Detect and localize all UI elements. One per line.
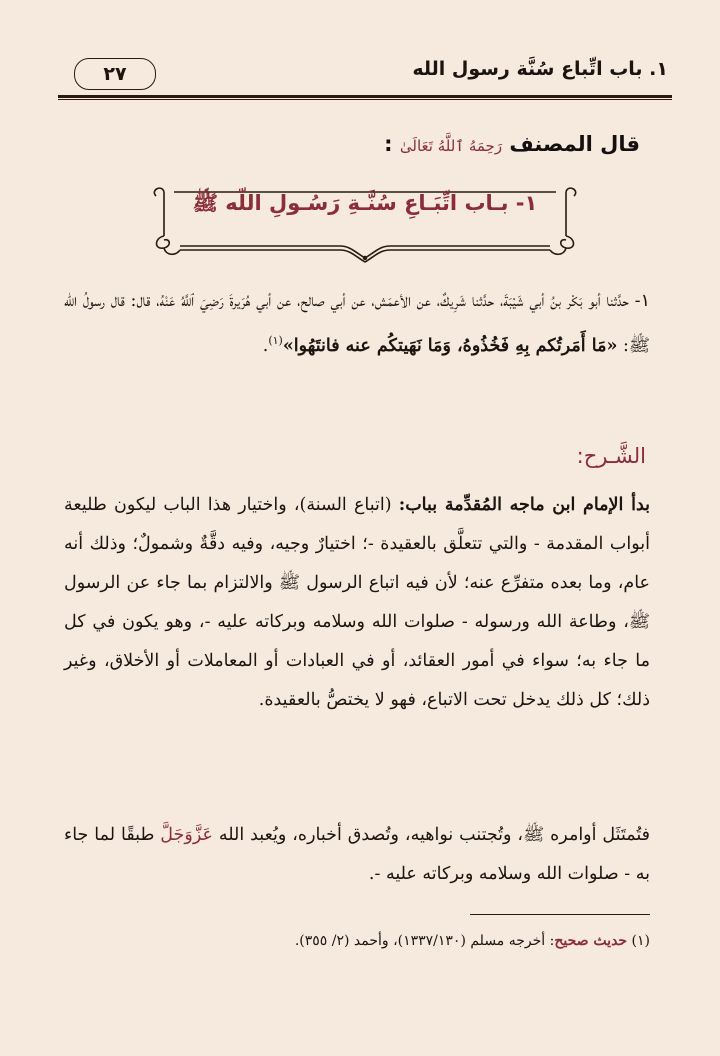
footnote-reference: (١)	[268, 334, 283, 347]
author-heading-text: قال المصنف	[509, 132, 640, 156]
sharh-lead: بدأ الإمام ابن ماجه المُقدِّمة بباب:	[398, 495, 651, 515]
author-honorific: رَحِمَهُ ٱللَّهُ تَعَالَىٰ	[399, 137, 503, 155]
sharh-paragraph-2	[64, 816, 650, 894]
hadith-chain: ١- حدَّثنا أبو بَكْر بنُ أبي شَيْبَةَ، حدَّثنا شَرِيكٌ، عن الأعمَش، عن أبي صالح، عن أبي هُرَيرةَ رَضِيَ ٱللَّهُ عَنْهُ، قال: قال رسولُ الله ﷺ:	[64, 291, 650, 356]
header-rule-thick	[58, 95, 672, 98]
author-heading-colon: :	[384, 132, 393, 156]
footnote-text: : أخرجه مسلم (١٣٣٧/١٣٠)، وأحمد (٢/ ٣٥٥).	[294, 933, 555, 949]
footnote-number: (١)	[631, 933, 650, 949]
hadith-paragraph	[64, 282, 650, 366]
hadith-quote: «مَا أَمَرتُكم بِهِ فَخُذُوهُ، وَمَا نَهَيتكُم عنه فانتَهُوا»	[282, 335, 618, 356]
page-number-badge	[74, 58, 156, 90]
hadith-end: .	[262, 335, 269, 356]
sharh-paragraph-1	[64, 486, 650, 720]
running-header-title: ١. باب اتِّباع سُنَّة رسول الله	[412, 58, 668, 80]
footnote-rule	[470, 914, 650, 915]
footnote-grade: حديث صحيح	[554, 933, 628, 949]
sharh-honorific: عَزَّوَجَلَّ	[160, 825, 213, 845]
chapter-title: ١- بـاب اتِّبَـاعِ سُنَّـةِ رَسُـولِ اللّه ﷺ	[192, 191, 538, 215]
author-heading	[384, 132, 640, 156]
sharh-heading: الشَّـرح:	[576, 444, 646, 468]
sharh-body-2a: فتُمتَثَل أوامره ﷺ، وتُجتنب نواهيه، وتُصدق أخباره، ويُعبد الله	[212, 825, 650, 845]
sharh-body-1: (اتباع السنة)، واختيار هذا الباب ليكون طليعة أبواب المقدمة - والتي تتعلَّق بالعقيدة -؛ اختيارٌ وجيه، وفيه دقَّةٌ وشمولٌ؛ وذلك أنه عام، وما بعده متفرِّع عنه؛ لأن فيه اتباع الرسول ﷺ والالتزام بما جاء عن الرسول ﷺ، وطاعة الله ورسوله - صلوات الله وسلامه وبركاته عليه -، وهو يكون في كل ما جاء به؛ سواء في أمور العقائد، أو في العبادات أو المعاملات أو الأخلاق، وغير ذلك؛ كل ذلك يدخل تحت الاتباع، فهو لا يختصُّ بالعقيدة.	[64, 495, 650, 710]
footnote	[64, 928, 650, 954]
header-rule-thin	[58, 99, 672, 100]
sharh-body-2b: طبقًا لما جاء به - صلوات الله وسلامه وبركاته عليه -.	[64, 825, 650, 884]
chapter-title-frame	[150, 186, 580, 266]
page-number: ٢٧	[103, 63, 127, 85]
